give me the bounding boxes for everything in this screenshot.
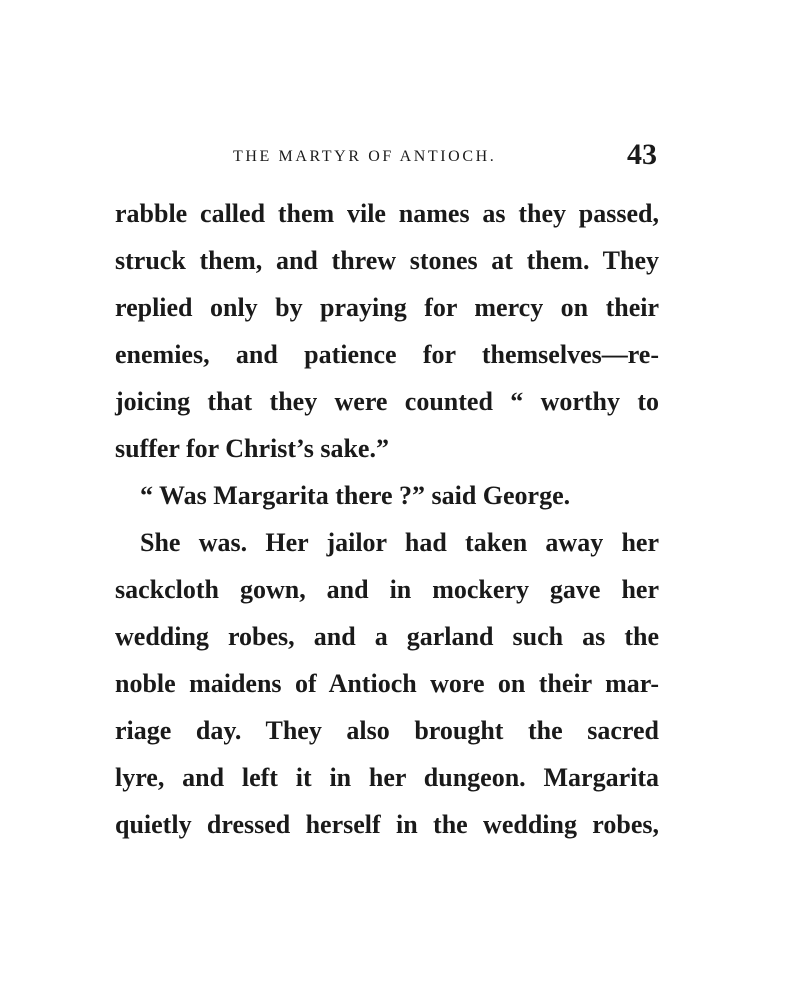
text-line: rabble called them vile names as they passed, (115, 199, 659, 228)
text-line: struck them, and threw stones at them. They (115, 246, 659, 275)
text-line: wedding robes, and a garland such as the (115, 622, 659, 651)
page-number: 43 (627, 138, 657, 171)
text-line: lyre, and left it in her dungeon. Margarita (115, 763, 659, 792)
text-line: enemies, and patience for themselves—re- (115, 340, 659, 369)
running-title: THE MARTYR OF ANTIOCH. (233, 148, 497, 165)
text-line: sackcloth gown, and in mockery gave her (115, 575, 659, 604)
text-line: noble maidens of Antioch wore on their mar- (115, 669, 659, 698)
text-line: suffer for Christ’s sake.” (115, 434, 389, 463)
text-line: replied only by praying for mercy on their (115, 293, 659, 322)
text-line: riage day. They also brought the sacred (115, 716, 659, 745)
text-line: quietly dressed herself in the wedding robes, (115, 810, 659, 839)
text-line: She was. Her jailor had taken away her (140, 528, 659, 557)
page-header (115, 136, 657, 176)
body-text (115, 190, 659, 848)
text-line: “ Was Margarita there ?” said George. (140, 481, 571, 510)
text-line: joicing that they were counted “ worthy to (115, 387, 659, 416)
